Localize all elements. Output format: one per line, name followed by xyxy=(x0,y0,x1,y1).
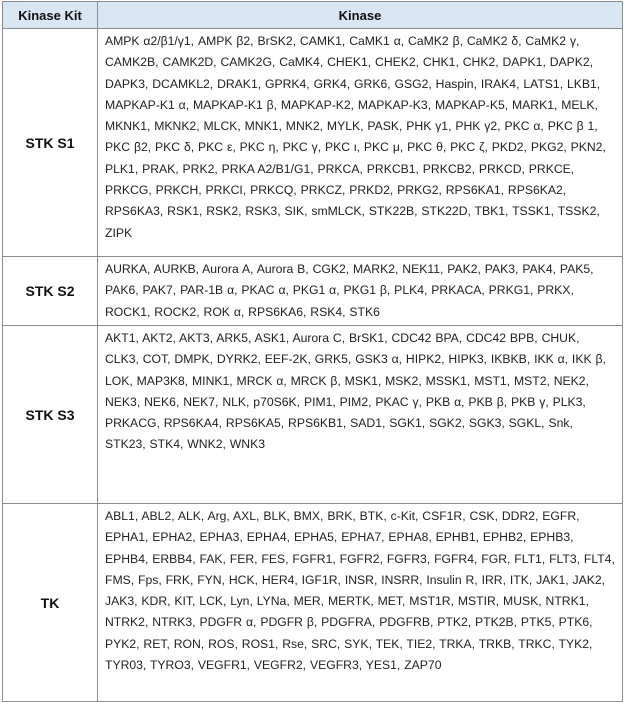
kit-name-cell: STK S3 xyxy=(3,326,98,504)
kit-name-cell: STK S2 xyxy=(3,257,98,326)
header-kinase-kit: Kinase Kit xyxy=(3,2,98,29)
table-row-stk-s1 xyxy=(3,29,623,257)
header-kinase: Kinase xyxy=(98,2,623,29)
kinase-list-cell: AKT1, AKT2, AKT3, ARK5, ASK1, Aurora C, BrSK1, CDC42 BPA, CDC42 BPB, CHUK, CLK3, COT, DMPK, DYRK2, EEF-2K, GRK5, GSK3 α, HIPK2, HIPK3, IKBKB, IKK α, IKK β, LOK, MAP3K8, MINK1, MRCK α, MRCK β, MSK1, MSK2, MSSK1, MST1, MST2, NEK2, NEK3, NEK6, NEK7, NLK, p70S6K, PIM1, PIM2, PKAC γ, PKB α, PKB β, PKB γ, PLK3, PRKACG, RPS6KA4, RPS6KA5, RPS6KB1, SAD1, SGK1, SGK2, SGK3, SGKL, Snk, STK23, STK4, WNK2, WNK3 xyxy=(98,326,623,504)
kinase-table xyxy=(2,1,623,702)
kinase-list-cell: ABL1, ABL2, ALK, Arg, AXL, BLK, BMX, BRK, BTK, c-Kit, CSF1R, CSK, DDR2, EGFR, EPHA1, EPHA2, EPHA3, EPHA4, EPHA5, EPHA7, EPHA8, EPHB1, EPHB2, EPHB3, EPHB4, ERBB4, FAK, FER, FES, FGFR1, FGFR2, FGFR3, FGFR4, FGR, FLT1, FLT3, FLT4, FMS, Fps, FRK, FYN, HCK, HER4, IGF1R, INSR, INSRR, Insulin R, IRR, ITK, JAK1, JAK2, JAK3, KDR, KIT, LCK, Lyn, LYNa, MER, MERTK, MET, MST1R, MSTIR, MUSK, NTRK1, NTRK2, NTRK3, PDGFR α, PDGFR β, PDGFRA, PDGFRB, PTK2, PTK2B, PTK5, PTK6, PYK2, RET, RON, ROS, ROS1, Rse, SRC, SYK, TEK, TIE2, TRKA, TRKB, TRKC, TYK2, TYR03, TYRO3, VEGFR1, VEGFR2, VEGFR3, YES1, ZAP70 xyxy=(98,504,623,702)
kit-name-cell: TK xyxy=(3,504,98,702)
kit-name-cell: STK S1 xyxy=(3,29,98,257)
table-row-tk xyxy=(3,504,623,702)
table-row-stk-s2 xyxy=(3,257,623,326)
kinase-list-cell: AMPK α2/β1/γ1, AMPK β2, BrSK2, CAMK1, CaMK1 α, CaMK2 β, CaMK2 δ, CaMK2 γ, CAMK2B, CAMK2D, CAMK2G, CaMK4, CHEK1, CHEK2, CHK1, CHK2, DAPK1, DAPK2, DAPK3, DCAMKL2, DRAK1, GPRK4, GRK4, GRK6, GSG2, Haspin, IRAK4, LATS1, LKB1, MAPKAP-K1 α, MAPKAP-K1 β, MAPKAP-K2, MAPKAP-K3, MAPKAP-K5, MARK1, MELK, MKNK1, MKNK2, MLCK, MNK1, MNK2, MYLK, PASK, PHK γ1, PHK γ2, PKC α, PKC β 1, PKC β2, PKC δ, PKC ε, PKC η, PKC γ, PKC ι, PKC μ, PKC θ, PKC ζ, PKD2, PKG2, PKN2, PLK1, PRAK, PRK2, PRKA A2/B1/G1, PRKCA, PRKCB1, PRKCB2, PRKCD, PRKCE, PRKCG, PRKCH, PRKCI, PRKCQ, PRKCZ, PRKD2, PRKG2, RPS6KA1, RPS6KA2, RPS6KA3, RSK1, RSK2, RSK3, SIK, smMLCK, STK22B, STK22D, TBK1, TSSK1, TSSK2, ZIPK xyxy=(98,29,623,257)
header-row xyxy=(3,2,623,29)
table-row-stk-s3 xyxy=(3,326,623,504)
kinase-list-cell: AURKA, AURKB, Aurora A, Aurora B, CGK2, MARK2, NEK11, PAK2, PAK3, PAK4, PAK5, PAK6, PAK7, PAR-1B α, PKAC α, PKG1 α, PKG1 β, PLK4, PRKACA, PRKG1, PRKX, ROCK1, ROCK2, ROK α, RPS6KA6, RSK4, STK6 xyxy=(98,257,623,326)
